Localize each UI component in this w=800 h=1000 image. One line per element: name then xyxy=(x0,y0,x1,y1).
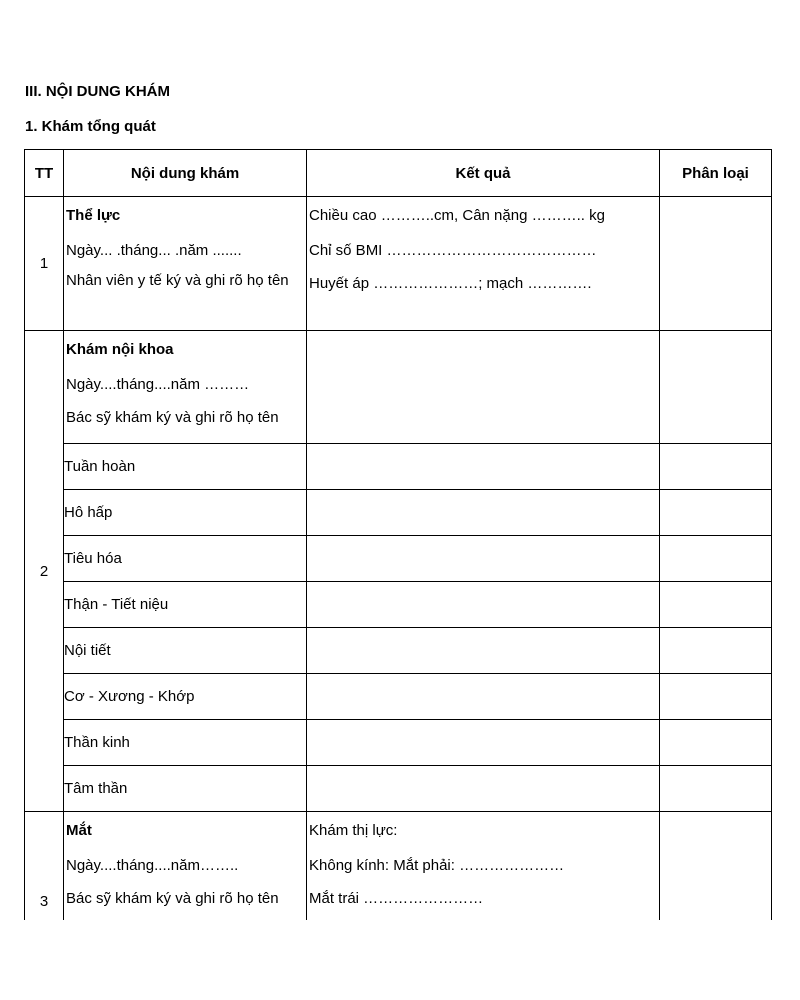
table-row xyxy=(25,536,772,582)
result-cell xyxy=(307,197,660,331)
table-row xyxy=(25,582,772,628)
table-row xyxy=(25,720,772,766)
classification-cell[interactable] xyxy=(660,490,772,536)
result-cell xyxy=(307,812,660,921)
classification-cell[interactable] xyxy=(660,628,772,674)
exam-title: Thể lực xyxy=(66,207,121,224)
table-row xyxy=(25,812,772,921)
exam-date: Ngày....tháng....năm ……… xyxy=(66,376,250,393)
exam-signer: Bác sỹ khám ký và ghi rõ họ tên xyxy=(66,890,279,907)
sub-item-than-kinh: Thần kinh xyxy=(64,720,307,766)
table-row xyxy=(25,628,772,674)
result-line: Huyết áp …………………; mạch …………. xyxy=(309,275,592,292)
classification-cell[interactable] xyxy=(660,812,772,921)
exam-content-cell xyxy=(64,197,307,331)
result-cell[interactable] xyxy=(307,331,660,444)
classification-cell[interactable] xyxy=(660,444,772,490)
classification-cell[interactable] xyxy=(660,197,772,331)
exam-date: Ngày... .tháng... .năm ....... xyxy=(66,242,242,259)
classification-cell[interactable] xyxy=(660,536,772,582)
result-line: Không kính: Mắt phải: ………………… xyxy=(309,857,565,874)
exam-date: Ngày....tháng....năm…….. xyxy=(66,857,239,874)
classification-cell[interactable] xyxy=(660,766,772,812)
exam-content-cell xyxy=(64,331,307,444)
result-cell[interactable] xyxy=(307,536,660,582)
result-line: Chiều cao ………..cm, Cân nặng ……….. kg xyxy=(309,207,605,224)
table-row xyxy=(25,197,772,331)
exam-signer: Nhân viên y tế ký và ghi rõ họ tên xyxy=(66,272,289,289)
result-cell[interactable] xyxy=(307,628,660,674)
row-number: 2 xyxy=(25,331,64,812)
result-line: Khám thị lực: xyxy=(309,822,398,839)
result-line: Chỉ số BMI …………………………………… xyxy=(309,242,597,259)
classification-cell[interactable] xyxy=(660,582,772,628)
exam-title: Khám nội khoa xyxy=(66,341,174,358)
row-number: 3 xyxy=(25,812,64,921)
header-ket-qua: Kết quả xyxy=(307,150,660,197)
header-noi-dung: Nội dung khám xyxy=(64,150,307,197)
exam-title: Mắt xyxy=(66,822,92,839)
result-cell[interactable] xyxy=(307,490,660,536)
row-number: 1 xyxy=(25,197,64,331)
sub-item-noi-tiet: Nội tiết xyxy=(64,628,307,674)
section-title: III. NỘI DUNG KHÁM xyxy=(25,83,170,100)
classification-cell[interactable] xyxy=(660,674,772,720)
subsection-title: 1. Khám tổng quát xyxy=(25,118,156,135)
result-line: Mắt trái …………………… xyxy=(309,890,484,907)
result-cell[interactable] xyxy=(307,582,660,628)
result-cell[interactable] xyxy=(307,444,660,490)
header-tt: TT xyxy=(25,150,64,197)
table-row xyxy=(25,331,772,444)
exam-content-cell xyxy=(64,812,307,921)
sub-item-tuan-hoan: Tuần hoàn xyxy=(64,444,307,490)
classification-cell[interactable] xyxy=(660,331,772,444)
table-row xyxy=(25,490,772,536)
header-phan-loai: Phân loại xyxy=(660,150,772,197)
sub-item-ho-hap: Hô hấp xyxy=(64,490,307,536)
classification-cell[interactable] xyxy=(660,720,772,766)
exam-table xyxy=(24,149,772,920)
table-row xyxy=(25,674,772,720)
sub-item-tieu-hoa: Tiêu hóa xyxy=(64,536,307,582)
result-cell[interactable] xyxy=(307,766,660,812)
table-row xyxy=(25,766,772,812)
sub-item-co-xuong-khop: Cơ - Xương - Khớp xyxy=(64,674,307,720)
sub-item-tam-than: Tâm thần xyxy=(64,766,307,812)
exam-signer: Bác sỹ khám ký và ghi rõ họ tên xyxy=(66,409,279,426)
sub-item-than-tiet-nieu: Thận - Tiết niệu xyxy=(64,582,307,628)
result-cell[interactable] xyxy=(307,720,660,766)
table-row xyxy=(25,444,772,490)
table-header-row xyxy=(25,150,772,197)
result-cell[interactable] xyxy=(307,674,660,720)
